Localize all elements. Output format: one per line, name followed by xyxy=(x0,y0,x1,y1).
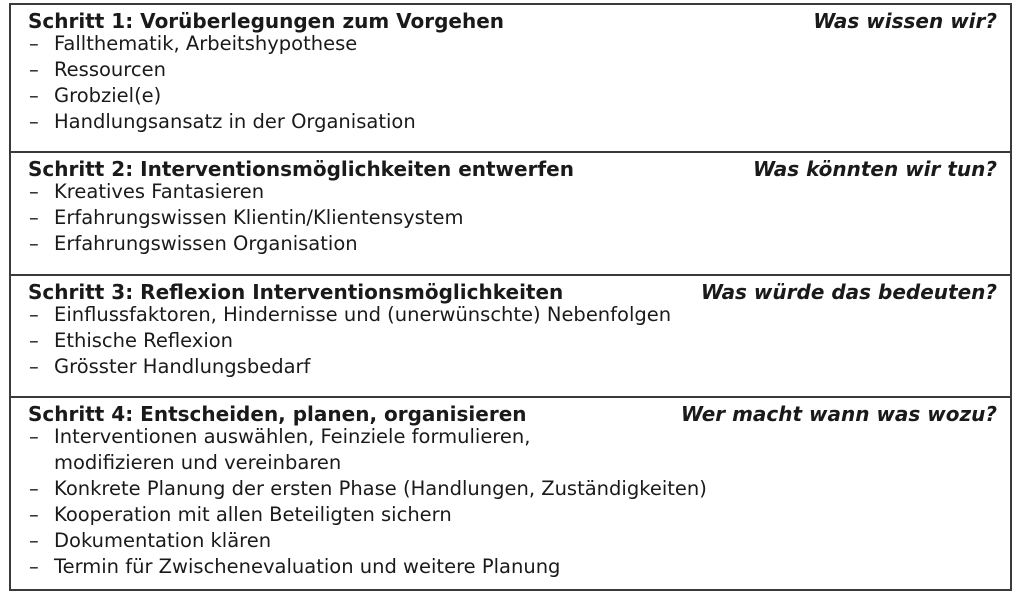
step-1-question: Was wissen wir? xyxy=(813,9,997,33)
list-item xyxy=(11,57,1010,83)
item-text: Grobziel(e) xyxy=(54,84,162,107)
steps-table xyxy=(9,3,1012,591)
list-item xyxy=(11,528,1010,554)
dash-bullet: – xyxy=(29,329,39,352)
step-3-title: Schritt 3: Reflexion Interventionsmöglichkeiten xyxy=(28,280,564,304)
step-1-list xyxy=(11,31,1010,135)
step-2-title: Schritt 2: Interventionsmöglichkeiten entwerfen xyxy=(28,157,574,181)
dash-bullet: – xyxy=(29,425,39,448)
dash-bullet: – xyxy=(29,303,39,326)
dash-bullet: – xyxy=(29,477,39,500)
dash-bullet: – xyxy=(29,503,39,526)
list-item xyxy=(11,502,1010,528)
step-3-question: Was würde das bedeuten? xyxy=(700,280,997,304)
step-2-header xyxy=(11,153,1010,179)
dash-bullet: – xyxy=(29,110,39,133)
item-text: Ressourcen xyxy=(54,58,166,81)
item-text: Kooperation mit allen Beteiligten sichern xyxy=(54,503,452,526)
item-text: Ethische Reflexion xyxy=(54,329,234,352)
list-item xyxy=(11,231,1010,257)
step-3-list xyxy=(11,302,1010,380)
step-1-header xyxy=(11,5,1010,31)
dash-bullet: – xyxy=(29,58,39,81)
dash-bullet: – xyxy=(29,555,39,578)
item-text-line-1: Interventionen auswählen, Feinziele formulieren, xyxy=(54,425,531,448)
list-item xyxy=(11,31,1010,57)
dash-bullet: – xyxy=(29,32,39,55)
list-item xyxy=(11,354,1010,380)
list-item xyxy=(11,476,1010,502)
item-text: Erfahrungswissen Klientin/Klientensystem xyxy=(54,206,464,229)
dash-bullet: – xyxy=(29,529,39,552)
list-item xyxy=(11,328,1010,354)
step-1-title: Schritt 1: Vorüberlegungen zum Vorgehen xyxy=(28,9,505,33)
dash-bullet: – xyxy=(29,355,39,378)
step-2-question: Was könnten wir tun? xyxy=(753,157,997,181)
item-text-line-2: modifizieren und vereinbaren xyxy=(54,451,342,474)
item-text: Termin für Zwischenevaluation und weitere Planung xyxy=(54,555,561,578)
item-text: Dokumentation klären xyxy=(54,529,272,552)
item-text: Grösster Handlungsbedarf xyxy=(54,355,311,378)
step-3-header xyxy=(11,276,1010,302)
step-4-title: Schritt 4: Entscheiden, planen, organisieren xyxy=(28,402,527,426)
item-text: Einflussfaktoren, Hindernisse und (unerwünschte) Nebenfolgen xyxy=(54,303,672,326)
dash-bullet: – xyxy=(29,84,39,107)
step-4-header xyxy=(11,398,1010,424)
list-item xyxy=(11,179,1010,205)
list-item xyxy=(11,205,1010,231)
list-item xyxy=(11,109,1010,135)
dash-bullet: – xyxy=(29,180,39,203)
list-item xyxy=(11,83,1010,109)
list-item xyxy=(11,424,1010,476)
dash-bullet: – xyxy=(29,232,39,255)
step-4-question: Wer macht wann was wozu? xyxy=(680,402,997,426)
item-text: Kreatives Fantasieren xyxy=(54,180,265,203)
dash-bullet: – xyxy=(29,206,39,229)
step-4-list xyxy=(11,424,1010,580)
list-item xyxy=(11,554,1010,580)
step-4-section xyxy=(11,396,1010,589)
item-text: Konkrete Planung der ersten Phase (Handlungen, Zuständigkeiten) xyxy=(54,477,707,500)
item-text: Handlungsansatz in der Organisation xyxy=(54,110,416,133)
step-1-section xyxy=(11,5,1010,151)
item-text: Fallthematik, Arbeitshypothese xyxy=(54,32,358,55)
step-3-section xyxy=(11,274,1010,396)
step-2-list xyxy=(11,179,1010,257)
item-text: Erfahrungswissen Organisation xyxy=(54,232,358,255)
step-2-section xyxy=(11,151,1010,274)
list-item xyxy=(11,302,1010,328)
